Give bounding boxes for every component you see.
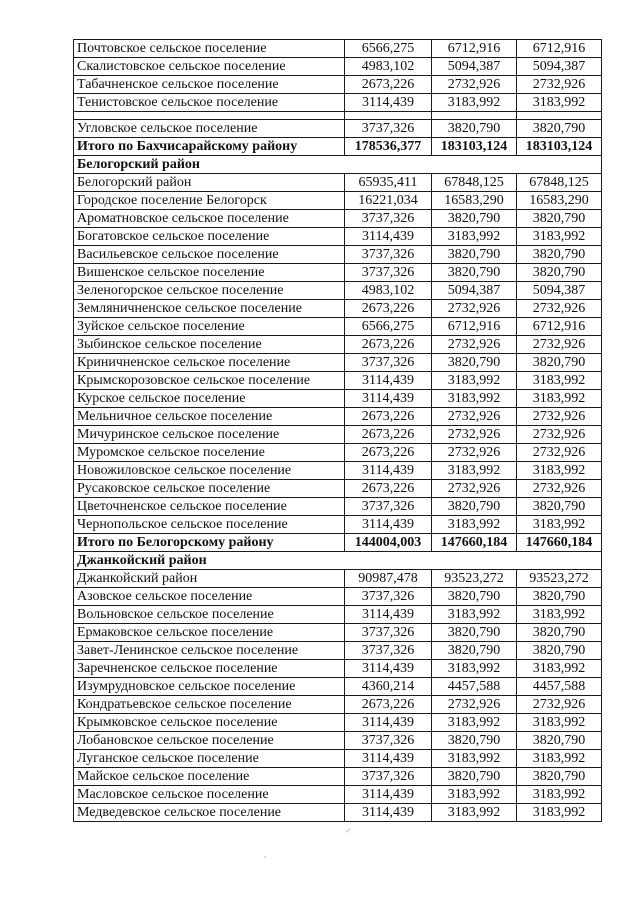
amount-cell: 3183,992 [517, 372, 602, 390]
amount-cell: 3737,326 [345, 120, 432, 138]
settlement-name: Азовское сельское поселение [74, 588, 345, 606]
spacer-row [74, 112, 602, 120]
amount-cell: 3820,790 [517, 354, 602, 372]
amount-cell: 6712,916 [432, 318, 517, 336]
amount-cell: 3820,790 [517, 210, 602, 228]
amount-cell: 2673,226 [345, 336, 432, 354]
settlement-name: Джанкойский район [74, 570, 345, 588]
settlement-name: Мельничное сельское поселение [74, 408, 345, 426]
table-row [74, 174, 602, 192]
settlement-name: Скалистовское сельское поселение [74, 58, 345, 76]
settlement-name: Русаковское сельское поселение [74, 480, 345, 498]
amount-cell: 144004,003 [345, 534, 432, 552]
amount-cell: 6712,916 [517, 318, 602, 336]
amount-cell: 3820,790 [517, 732, 602, 750]
amount-cell: 93523,272 [432, 570, 517, 588]
table-row [74, 714, 602, 732]
settlement-name: Зыбинское сельское поселение [74, 336, 345, 354]
amount-cell: 3183,992 [517, 390, 602, 408]
amount-cell: 3737,326 [345, 264, 432, 282]
amount-cell: 3114,439 [345, 228, 432, 246]
amount-cell: 3820,790 [432, 624, 517, 642]
amount-cell: 67848,125 [517, 174, 602, 192]
settlement-name: Лобановское сельское поселение [74, 732, 345, 750]
amount-cell: 3737,326 [345, 498, 432, 516]
table-row [74, 480, 602, 498]
total-label: Итого по Белогорскому району [74, 534, 345, 552]
amount-cell: 4457,588 [517, 678, 602, 696]
amount-cell: 2673,226 [345, 426, 432, 444]
settlement-name: Белогорский район [74, 174, 345, 192]
settlement-name: Ароматновское сельское поселение [74, 210, 345, 228]
amount-cell: 3183,992 [517, 228, 602, 246]
section-header-row [74, 156, 602, 174]
table-row [74, 804, 602, 822]
table-row [74, 318, 602, 336]
amount-cell: 2732,926 [517, 336, 602, 354]
amount-cell: 2732,926 [432, 444, 517, 462]
amount-cell: 2732,926 [432, 696, 517, 714]
table-row [74, 40, 602, 58]
table-row [74, 426, 602, 444]
settlement-name: Цветочненское сельское поселение [74, 498, 345, 516]
amount-cell: 3820,790 [517, 588, 602, 606]
budget-table-body [74, 40, 602, 822]
table-row [74, 264, 602, 282]
amount-cell: 183103,124 [517, 138, 602, 156]
amount-cell: 3737,326 [345, 642, 432, 660]
settlement-name: Заречненское сельское поселение [74, 660, 345, 678]
settlement-name: Чернопольское сельское поселение [74, 516, 345, 534]
amount-cell: 3183,992 [517, 786, 602, 804]
amount-cell: 3820,790 [517, 642, 602, 660]
amount-cell: 3737,326 [345, 768, 432, 786]
table-row [74, 300, 602, 318]
table-row [74, 642, 602, 660]
amount-cell: 2732,926 [432, 300, 517, 318]
amount-cell: 3820,790 [432, 120, 517, 138]
table-row [74, 354, 602, 372]
settlement-name: Масловское сельское поселение [74, 786, 345, 804]
amount-cell: 4457,588 [432, 678, 517, 696]
spacer-cell [432, 112, 517, 120]
amount-cell: 3114,439 [345, 786, 432, 804]
table-row [74, 58, 602, 76]
settlement-name: Васильевское сельское поселение [74, 246, 345, 264]
settlement-name: Табачненское сельское поселение [74, 76, 345, 94]
amount-cell: 3820,790 [432, 264, 517, 282]
amount-cell: 3820,790 [432, 642, 517, 660]
section-header-row [74, 552, 602, 570]
spacer-cell [345, 112, 432, 120]
amount-cell: 3183,992 [517, 750, 602, 768]
settlement-name: Тенистовское сельское поселение [74, 94, 345, 112]
settlement-name: Майское сельское поселение [74, 768, 345, 786]
settlement-name: Курское сельское поселение [74, 390, 345, 408]
total-row [74, 138, 602, 156]
settlement-name: Мичуринское сельское поселение [74, 426, 345, 444]
settlement-name: Изумрудновское сельское поселение [74, 678, 345, 696]
amount-cell: 5094,387 [432, 282, 517, 300]
amount-cell: 3820,790 [432, 768, 517, 786]
table-row [74, 696, 602, 714]
table-row [74, 462, 602, 480]
amount-cell: 3737,326 [345, 732, 432, 750]
amount-cell: 4983,102 [345, 58, 432, 76]
amount-cell: 3183,992 [432, 786, 517, 804]
amount-cell: 3820,790 [517, 624, 602, 642]
settlement-name: Ермаковское сельское поселение [74, 624, 345, 642]
amount-cell: 147660,184 [432, 534, 517, 552]
amount-cell: 3183,992 [432, 714, 517, 732]
amount-cell: 3183,992 [432, 372, 517, 390]
amount-cell: 3114,439 [345, 750, 432, 768]
table-row [74, 498, 602, 516]
amount-cell: 3183,992 [517, 94, 602, 112]
amount-cell: 6566,275 [345, 40, 432, 58]
amount-cell: 3114,439 [345, 94, 432, 112]
table-row [74, 768, 602, 786]
amount-cell: 3114,439 [345, 714, 432, 732]
table-row [74, 282, 602, 300]
amount-cell: 3820,790 [517, 264, 602, 282]
table-row [74, 192, 602, 210]
settlement-name: Криничненское сельское поселение [74, 354, 345, 372]
amount-cell: 2732,926 [432, 426, 517, 444]
table-row [74, 228, 602, 246]
table-row [74, 372, 602, 390]
amount-cell: 6566,275 [345, 318, 432, 336]
amount-cell: 3183,992 [517, 606, 602, 624]
settlement-name: Зеленогорское сельское поселение [74, 282, 345, 300]
table-row [74, 120, 602, 138]
amount-cell: 183103,124 [432, 138, 517, 156]
settlement-name: Кондратьевское сельское поселение [74, 696, 345, 714]
table-row [74, 570, 602, 588]
section-title: Белогорский район [74, 156, 602, 174]
amount-cell: 16583,290 [517, 192, 602, 210]
table-row [74, 336, 602, 354]
settlement-name: Земляничненское сельское поселение [74, 300, 345, 318]
spacer-cell [517, 112, 602, 120]
amount-cell: 65935,411 [345, 174, 432, 192]
settlement-name: Вишенское сельское поселение [74, 264, 345, 282]
table-row [74, 678, 602, 696]
amount-cell: 67848,125 [432, 174, 517, 192]
settlement-name: Медведевское сельское поселение [74, 804, 345, 822]
amount-cell: 178536,377 [345, 138, 432, 156]
table-row [74, 408, 602, 426]
table-row [74, 624, 602, 642]
total-row [74, 534, 602, 552]
table-row [74, 786, 602, 804]
section-title: Джанкойский район [74, 552, 602, 570]
amount-cell: 2732,926 [517, 408, 602, 426]
amount-cell: 16583,290 [432, 192, 517, 210]
amount-cell: 3183,992 [517, 660, 602, 678]
scan-artifact [264, 856, 266, 858]
amount-cell: 5094,387 [517, 282, 602, 300]
amount-cell: 3820,790 [432, 588, 517, 606]
amount-cell: 2673,226 [345, 444, 432, 462]
amount-cell: 3183,992 [432, 606, 517, 624]
amount-cell: 3820,790 [517, 120, 602, 138]
amount-cell: 3183,992 [432, 750, 517, 768]
amount-cell: 3737,326 [345, 588, 432, 606]
table-row [74, 444, 602, 462]
spacer-cell [74, 112, 345, 120]
amount-cell: 4360,214 [345, 678, 432, 696]
amount-cell: 2673,226 [345, 696, 432, 714]
amount-cell: 3183,992 [432, 94, 517, 112]
amount-cell: 2732,926 [517, 444, 602, 462]
amount-cell: 2732,926 [432, 76, 517, 94]
amount-cell: 2673,226 [345, 300, 432, 318]
table-row [74, 94, 602, 112]
amount-cell: 3114,439 [345, 660, 432, 678]
amount-cell: 6712,916 [517, 40, 602, 58]
amount-cell: 3183,992 [432, 390, 517, 408]
total-label: Итого по Бахчисарайскому району [74, 138, 345, 156]
amount-cell: 3183,992 [432, 516, 517, 534]
amount-cell: 3737,326 [345, 354, 432, 372]
table-row [74, 732, 602, 750]
amount-cell: 3114,439 [345, 462, 432, 480]
amount-cell: 147660,184 [517, 534, 602, 552]
amount-cell: 3183,992 [432, 462, 517, 480]
table-row [74, 606, 602, 624]
amount-cell: 2732,926 [517, 426, 602, 444]
table-row [74, 246, 602, 264]
amount-cell: 3820,790 [432, 354, 517, 372]
settlement-name: Угловское сельское поселение [74, 120, 345, 138]
amount-cell: 5094,387 [517, 58, 602, 76]
table-row [74, 588, 602, 606]
amount-cell: 3737,326 [345, 624, 432, 642]
amount-cell: 6712,916 [432, 40, 517, 58]
amount-cell: 2673,226 [345, 76, 432, 94]
amount-cell: 3183,992 [432, 804, 517, 822]
amount-cell: 3114,439 [345, 516, 432, 534]
amount-cell: 3114,439 [345, 606, 432, 624]
table-row [74, 210, 602, 228]
amount-cell: 3820,790 [517, 498, 602, 516]
amount-cell: 3820,790 [432, 732, 517, 750]
settlement-name: Муромское сельское поселение [74, 444, 345, 462]
budget-table [73, 39, 602, 822]
amount-cell: 3820,790 [432, 246, 517, 264]
amount-cell: 16221,034 [345, 192, 432, 210]
amount-cell: 2732,926 [432, 408, 517, 426]
settlement-name: Вольновское сельское поселение [74, 606, 345, 624]
amount-cell: 2732,926 [432, 480, 517, 498]
amount-cell: 3737,326 [345, 210, 432, 228]
scan-artifact [345, 828, 350, 833]
amount-cell: 3114,439 [345, 372, 432, 390]
settlement-name: Городское поселение Белогорск [74, 192, 345, 210]
table-row [74, 516, 602, 534]
amount-cell: 90987,478 [345, 570, 432, 588]
settlement-name: Зуйское сельское поселение [74, 318, 345, 336]
amount-cell: 2732,926 [432, 336, 517, 354]
amount-cell: 93523,272 [517, 570, 602, 588]
amount-cell: 4983,102 [345, 282, 432, 300]
table-row [74, 660, 602, 678]
settlement-name: Богатовское сельское поселение [74, 228, 345, 246]
settlement-name: Новожиловское сельское поселение [74, 462, 345, 480]
amount-cell: 3183,992 [517, 462, 602, 480]
amount-cell: 2673,226 [345, 480, 432, 498]
amount-cell: 3114,439 [345, 390, 432, 408]
amount-cell: 3114,439 [345, 804, 432, 822]
table-row [74, 76, 602, 94]
amount-cell: 3737,326 [345, 246, 432, 264]
amount-cell: 2732,926 [517, 300, 602, 318]
amount-cell: 2732,926 [517, 696, 602, 714]
settlement-name: Завет-Ленинское сельское поселение [74, 642, 345, 660]
settlement-name: Луганское сельское поселение [74, 750, 345, 768]
amount-cell: 3820,790 [517, 246, 602, 264]
amount-cell: 2732,926 [517, 76, 602, 94]
amount-cell: 3820,790 [432, 498, 517, 516]
amount-cell: 3183,992 [432, 228, 517, 246]
amount-cell: 3820,790 [432, 210, 517, 228]
amount-cell: 5094,387 [432, 58, 517, 76]
amount-cell: 3183,992 [517, 714, 602, 732]
table-row [74, 750, 602, 768]
amount-cell: 2732,926 [517, 480, 602, 498]
amount-cell: 3183,992 [517, 804, 602, 822]
amount-cell: 2673,226 [345, 408, 432, 426]
settlement-name: Почтовское сельское поселение [74, 40, 345, 58]
settlement-name: Крымковское сельское поселение [74, 714, 345, 732]
settlement-name: Крымскорозовское сельское поселение [74, 372, 345, 390]
amount-cell: 3183,992 [432, 660, 517, 678]
table-row [74, 390, 602, 408]
amount-cell: 3183,992 [517, 516, 602, 534]
amount-cell: 3820,790 [517, 768, 602, 786]
